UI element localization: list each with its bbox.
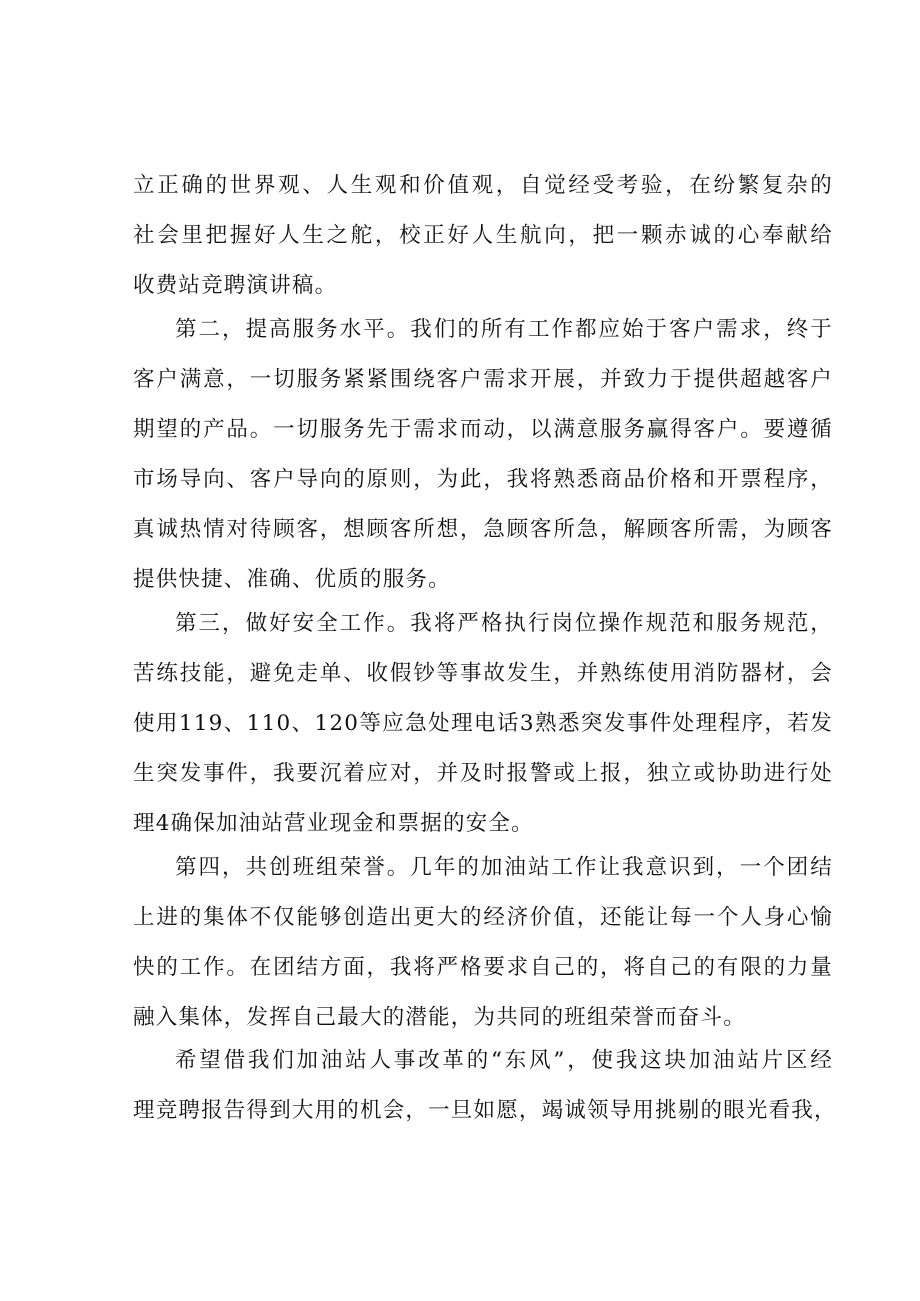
text-line: 快的工作。在团结方面，我将严格要求自己的，将自己的有限的力量 — [133, 955, 833, 980]
text-line: 希望借我们加油站人事改革的“东风”，使我这块加油站片区经 — [175, 1048, 833, 1073]
paragraph — [133, 843, 833, 1043]
paragraph — [133, 599, 833, 849]
text-line: 第二，提高服务水平。我们的所有工作都应始于客户需求，终于 — [175, 317, 833, 342]
text-line: 使用119、110、120等应急处理电话3熟悉突发事件处理程序，若发 — [133, 711, 833, 736]
text-line: 苦练技能，避免走单、收假钞等事故发生，并熟练使用消防器材，会 — [133, 661, 833, 686]
text-line: 客户满意，一切服务紧紧围绕客户需求开展，并致力于提供超越客户 — [133, 367, 833, 392]
text-line: 生突发事件，我要沉着应对，并及时报警或上报，独立或协助进行处 — [133, 761, 833, 786]
text-line: 第三，做好安全工作。我将严格执行岗位操作规范和服务规范， — [175, 611, 833, 636]
text-line: 社会里把握好人生之舵，校正好人生航向，把一颗赤诚的心奉献给 — [133, 223, 833, 248]
text-line: 收费站竞聘演讲稿。 — [133, 273, 338, 298]
text-line: 市场导向、客户导向的原则，为此，我将熟悉商品价格和开票程序， — [133, 467, 833, 492]
text-line: 第四，共创班组荣誉。几年的加油站工作让我意识到，一个团结 — [175, 855, 833, 880]
text-line: 真诚热情对待顾客，想顾客所想，急顾客所急，解顾客所需，为顾客 — [133, 517, 833, 542]
paragraph — [133, 1036, 837, 1136]
text-line: 期望的产品。一切服务先于需求而动，以满意服务赢得客户。要遵循 — [133, 417, 833, 442]
text-line: 理4确保加油站营业现金和票据的安全。 — [133, 811, 534, 836]
text-line: 提供快捷、准确、优质的服务。 — [133, 567, 451, 592]
text-line: 立正确的世界观、人生观和价值观，自觉经受考验，在纷繁复杂的 — [133, 173, 833, 198]
text-line: 上进的集体不仅能够创造出更大的经济价值，还能让每一个人身心愉 — [133, 905, 833, 930]
paragraph — [133, 305, 833, 605]
paragraph — [133, 161, 833, 311]
text-line: 融入集体，发挥自己最大的潜能，为共同的班组荣誉而奋斗。 — [133, 1005, 746, 1030]
text-line: 理竞聘报告得到大用的机会，一旦如愿，竭诚领导用挑剔的眼光看我， — [133, 1098, 837, 1123]
